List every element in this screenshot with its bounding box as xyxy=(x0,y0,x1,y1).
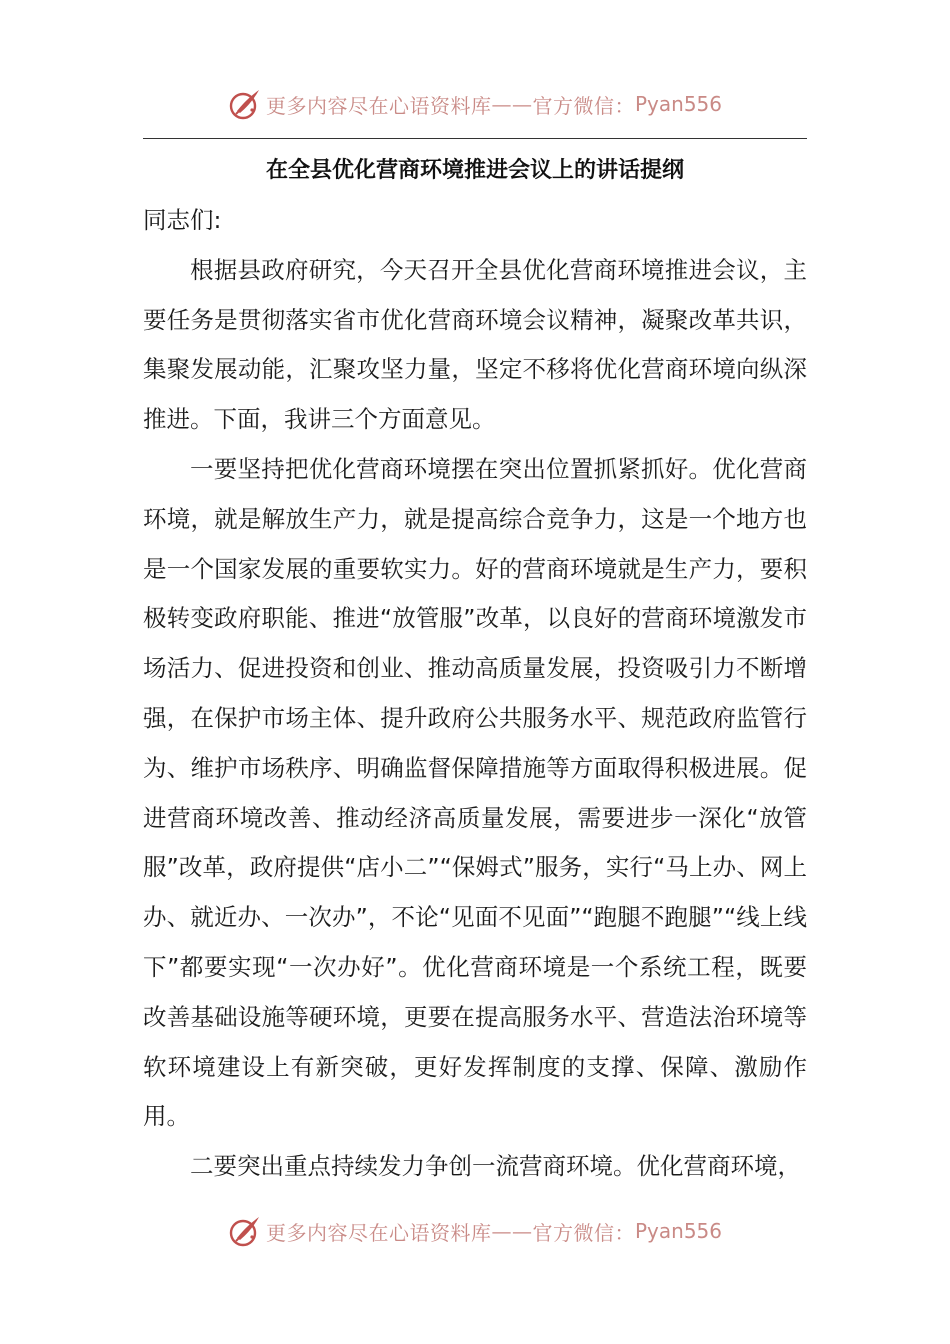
watermark-dash: —— xyxy=(491,1219,533,1243)
header-watermark xyxy=(0,84,950,124)
header-divider xyxy=(143,138,807,139)
wechat-label: 官方微信： xyxy=(532,93,635,118)
watermark-text: 更多内容尽在心语资料库 xyxy=(265,1220,492,1245)
wechat-id: Pyan556 xyxy=(634,1219,722,1243)
wechat-id: Pyan556 xyxy=(634,92,722,116)
footer-watermark xyxy=(0,1211,950,1251)
quill-pen-icon xyxy=(228,87,262,121)
wechat-label: 官方微信： xyxy=(532,1220,635,1245)
paragraph-point-two: 二要突出重点持续发力争创一流营商环境。优化营商环境， xyxy=(190,1152,801,1181)
watermark-dash: —— xyxy=(491,92,533,116)
watermark-text: 更多内容尽在心语资料库 xyxy=(265,93,492,118)
paragraph-point-one: 一要坚持把优化营商环境摆在突出位置抓紧抓好。优化营商环境，就是解放生产力，就是提高综合竞争力，这是一个地方也是一个国家发展的重要软实力。好的营商环境就是生产力，要积极转变政府职能、推进“放管服”改革，以良好的营商环境激发市场活力、促进投资和创业、推动高质量发展，投资吸引力不断增强，在保护市场主体、提升政府公共服务水平、规范政府监管行为、维护市场秩序、明确监督保障措施等方面取得积极进展。促进营商环境改善、推动经济高质量发展，需要进步一深化“放管服”改革，政府提供“店小二”“保姆式”服务，实行“马上办、网上办、就近办、一次办”，不论“见面不见面”“跑腿不跑腿”“线上线下”都要实现“一次办好”。优化营商环境是一个系统工程，既要改善基础设施等硬环境，更要在提高服务水平、营造法治环境等软环境建设上有新突破，更好发挥制度的支撑、保障、激励作用。 xyxy=(143,454,807,1131)
salutation: 同志们: xyxy=(143,206,222,234)
quill-pen-icon xyxy=(228,1214,262,1248)
paragraph-intro: 根据县政府研究，今天召开全县优化营商环境推进会议，主要任务是贯彻落实省市优化营商环境会议精神，凝聚改革共识，集聚发展动能，汇聚攻坚力量，坚定不移将优化营商环境向纵深推进。下面，我讲三个方面意见。 xyxy=(143,255,807,434)
document-title: 在全县优化营商环境推进会议上的讲话提纲 xyxy=(265,158,684,183)
document-body xyxy=(143,196,807,1192)
